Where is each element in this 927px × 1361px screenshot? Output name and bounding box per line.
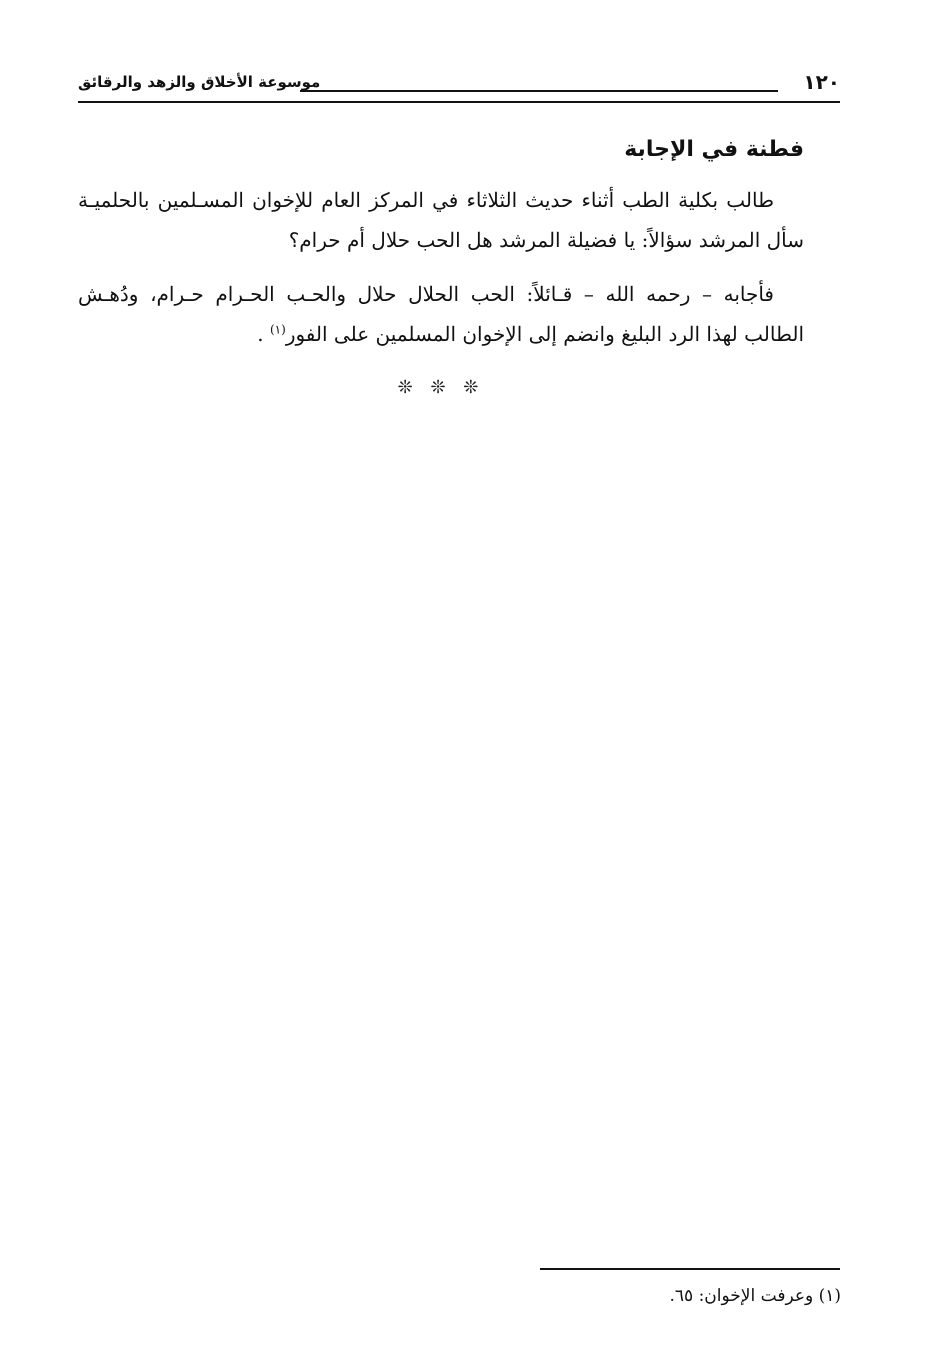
header-dash-line [300, 90, 778, 92]
paragraph-2 [78, 274, 804, 354]
paragraph-2-text: فأجابه – رحمه الله – قـائلاً: الحب الحلال حلال والحـب الحـرام حـرام، ودُهـش الطالب لهذا الرد البليغ وانضم إلى الإخوان المسلمين على الفور [78, 282, 804, 346]
header-rule [78, 101, 840, 103]
section-title: فطنة في الإجابة [624, 137, 804, 162]
paragraph-1-text: طالب بكلية الطب أثناء حديث الثلاثاء في المركز العام للإخوان المسـلمين بالحلميـة سأل المرشد سؤالاً: يا فضيلة المرشد هل الحب حلال أم حرام؟ [78, 188, 804, 252]
section-separator: ❊ ❊ ❊ [397, 377, 485, 398]
paragraph-1 [78, 180, 804, 260]
paragraph-2-tail: . [257, 322, 270, 346]
page-number: ١٢٠ [803, 70, 840, 94]
footnote-rule [540, 1268, 840, 1270]
page-body [78, 130, 804, 408]
footnote-reference: (١) [269, 322, 286, 337]
page-header [78, 68, 840, 104]
running-title: موسوعة الأخلاق والزهد والرقائق [78, 73, 321, 91]
footnote-1: (١) وعرفت الإخوان: ٦٥. [669, 1286, 841, 1306]
